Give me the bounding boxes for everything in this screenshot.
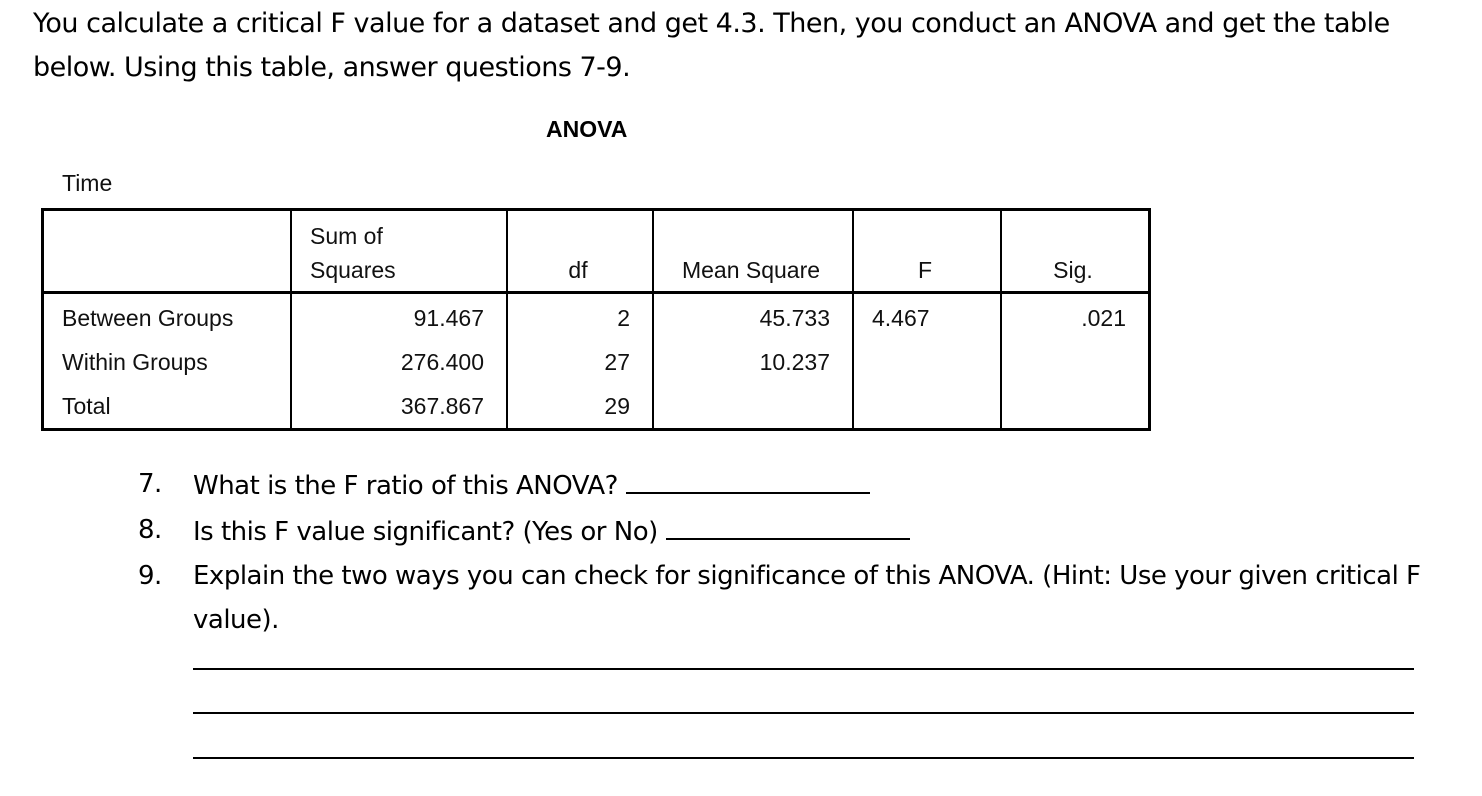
question-8 [138,508,1438,554]
answer-line-3[interactable] [193,757,1414,759]
header-sum-of-squares [291,210,507,293]
question-7 [138,462,1438,508]
cell-sum-of-squares: 91.467 [291,293,507,341]
question-list [138,462,1438,642]
header-mean-square: Mean Square [653,210,853,293]
anova-title: ANOVA [546,116,628,142]
row-label: Total [43,384,292,430]
cell-sum-of-squares: 367.867 [291,384,507,430]
row-label: Between Groups [43,293,292,341]
cell-df: 29 [507,384,653,430]
table-header-row [43,210,1150,293]
header-sum-of-squares-line2: Squares [310,257,396,283]
intro-paragraph: You calculate a critical F value for a dataset and get 4.3. Then, you conduct an ANOVA and get the table below. Using this table, answer questions 7-9. [33,8,1390,83]
cell-sig: .021 [1001,293,1150,341]
answer-blank-8[interactable] [666,508,910,540]
header-df: df [507,210,653,293]
header-sum-of-squares-line1: Sum of [310,223,383,249]
question-9 [138,554,1438,642]
dependent-variable-label: Time [62,170,113,196]
question-text: What is the F ratio of this ANOVA? [193,471,618,501]
header-blank [43,210,292,293]
answer-line-1[interactable] [193,668,1414,670]
cell-df: 27 [507,340,653,384]
cell-mean-square [653,384,853,430]
cell-f [853,384,1001,430]
table-row [43,384,1150,430]
header-sig: Sig. [1001,210,1150,293]
cell-df: 2 [507,293,653,341]
question-number: 8. [138,515,162,545]
question-text: Is this F value significant? (Yes or No) [193,517,658,547]
cell-sig [1001,340,1150,384]
answer-line-2[interactable] [193,712,1414,714]
cell-f [853,340,1001,384]
table-row [43,293,1150,341]
anova-table [41,208,1151,431]
row-label: Within Groups [43,340,292,384]
question-number: 9. [138,561,162,591]
cell-f: 4.467 [853,293,1001,341]
header-f: F [853,210,1001,293]
cell-mean-square: 45.733 [653,293,853,341]
cell-sig [1001,384,1150,430]
table-row [43,340,1150,384]
question-number: 7. [138,469,162,499]
answer-blank-7[interactable] [626,462,870,494]
cell-sum-of-squares: 276.400 [291,340,507,384]
cell-mean-square: 10.237 [653,340,853,384]
question-text: Explain the two ways you can check for significance of this ANOVA. (Hint: Use your given critical F value). [193,561,1421,635]
